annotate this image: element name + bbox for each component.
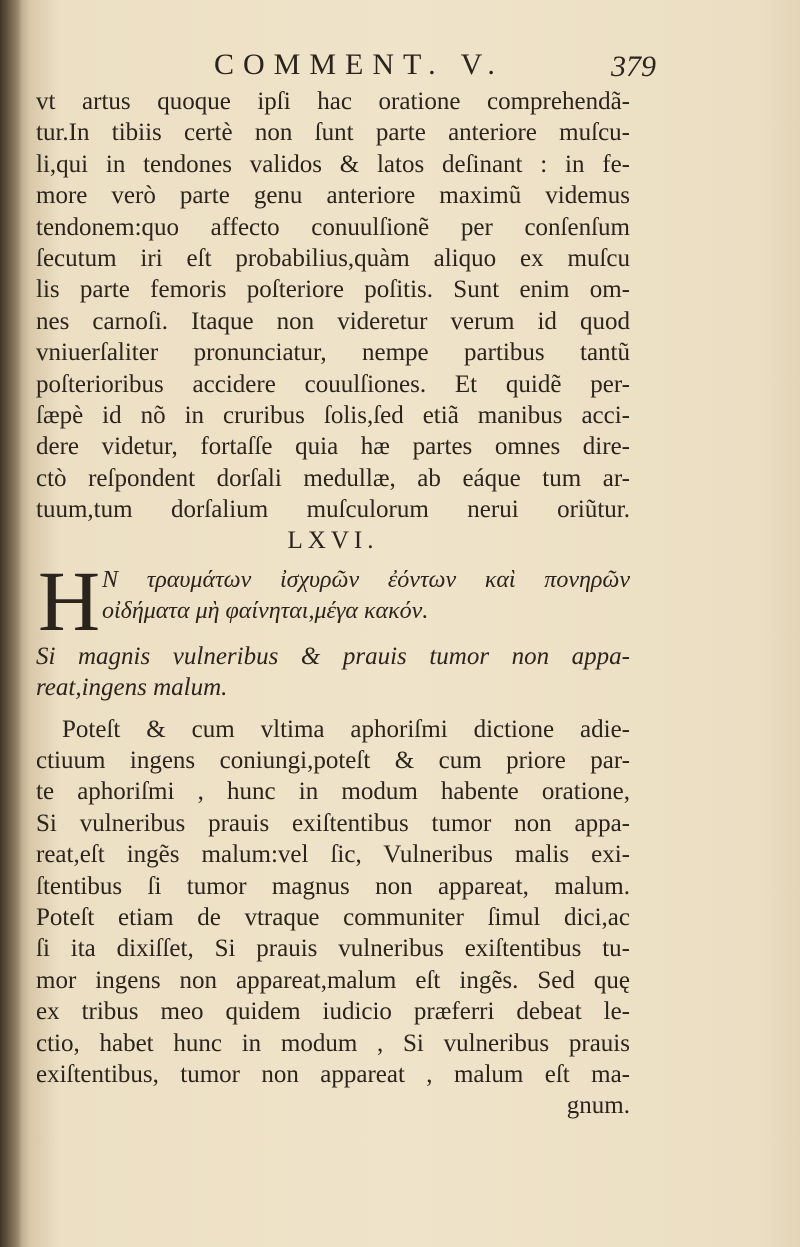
text-line: reat,ingens malum.: [36, 674, 228, 702]
running-head: COMMENT. V.: [214, 48, 504, 81]
text-line: dere videtur, fortaſſe quia hæ partes omnes dire-: [36, 433, 630, 461]
commentary-paragraph: [36, 714, 630, 1122]
text-line: more verò parte genu anteriore maximũ videmus: [36, 182, 630, 210]
page-number: 379: [611, 50, 656, 83]
text-line: poſterioribus accidere couulſiones. Et quidẽ per-: [36, 370, 630, 398]
text-line: ſæpè id nõ in cruribus ſolis,ſed etiã manibus acci-: [36, 401, 630, 429]
text-line: Si vulneribus prauis exiſtentibus tumor non appa-: [36, 809, 630, 837]
text-line: vt artus quoque ipſi hac oratione comprehendã-: [36, 88, 630, 115]
text-line: ſi ita dixiſſet, Si prauis vulneribus exiſtentibus tu-: [36, 935, 630, 963]
text-line: mor ingens non appareat,malum eſt ingẽs. Sed quę: [36, 966, 630, 994]
text-line: ctio, habet hunc in modum , Si vulneribus prauis: [36, 1029, 630, 1057]
text-line: gnum.: [566, 1092, 630, 1120]
text-line: tuum,tum dorſalium muſculorum nerui oriũtur.: [36, 496, 630, 524]
text-line: ſecutum iri eſt probabilius,quàm aliquo ex muſcu: [36, 244, 630, 272]
text-line: ſtentibus ſi tumor magnus non appareat, malum.: [36, 872, 630, 900]
text-line: Poteſt etiam de vtraque communiter ſimul dici,ac: [36, 903, 630, 931]
latin-aphorism: [36, 641, 630, 704]
greek-line: οἰδήματα μὴ φαίνηται,μέγα κακόν.: [102, 598, 429, 625]
text-line: tendonem:quo affecto conuulſionẽ per conſenſum: [36, 213, 630, 241]
text-line: Si magnis vulneribus & prauis tumor non appa-: [36, 642, 630, 670]
drop-initial: H: [38, 552, 101, 649]
text-line: ctiuum ingens coniungi,poteſt & cum priore par-: [36, 747, 630, 775]
text-line: lis parte femoris poſteriore poſitis. Sunt enim om-: [36, 276, 630, 304]
text-line: ex tribus meo quidem iudicio præferri debeat le-: [36, 998, 630, 1026]
text-line: vniuerſaliter pronunciatur, nempe partibus tantũ: [36, 339, 630, 367]
section-number: LXVI.: [287, 527, 379, 555]
greek-aphorism: [36, 552, 630, 649]
greek-line: Ν τραυμάτων ἰσχυρῶν ἐόντων καὶ πονηρῶν: [102, 566, 630, 593]
text-line: Poteſt & cum vltima aphoriſmi dictione adie-: [62, 715, 630, 743]
text-line: te aphoriſmi , hunc in modum habente oratione,: [36, 778, 630, 806]
body-paragraph: [36, 86, 630, 525]
page-header: [36, 48, 676, 88]
text-line: ctò reſpondent dorſali medullæ, ab eáque tum ar-: [36, 464, 630, 492]
text-line: li,qui in tendones validos & latos deſinant : in fe-: [36, 150, 630, 178]
text-line: reat,eſt ingẽs malum:vel ſic, Vulneribus malis exi-: [36, 841, 630, 869]
text-line: nes carnoſi. Itaque non videretur verum id quod: [36, 307, 630, 335]
binding-gutter: [0, 0, 22, 1247]
text-line: exiſtentibus, tumor non appareat , malum eſt ma-: [36, 1060, 630, 1088]
text-line: tur.In tibiis certè non ſunt parte anteriore muſcu-: [36, 119, 630, 147]
text-block: [36, 86, 630, 1122]
